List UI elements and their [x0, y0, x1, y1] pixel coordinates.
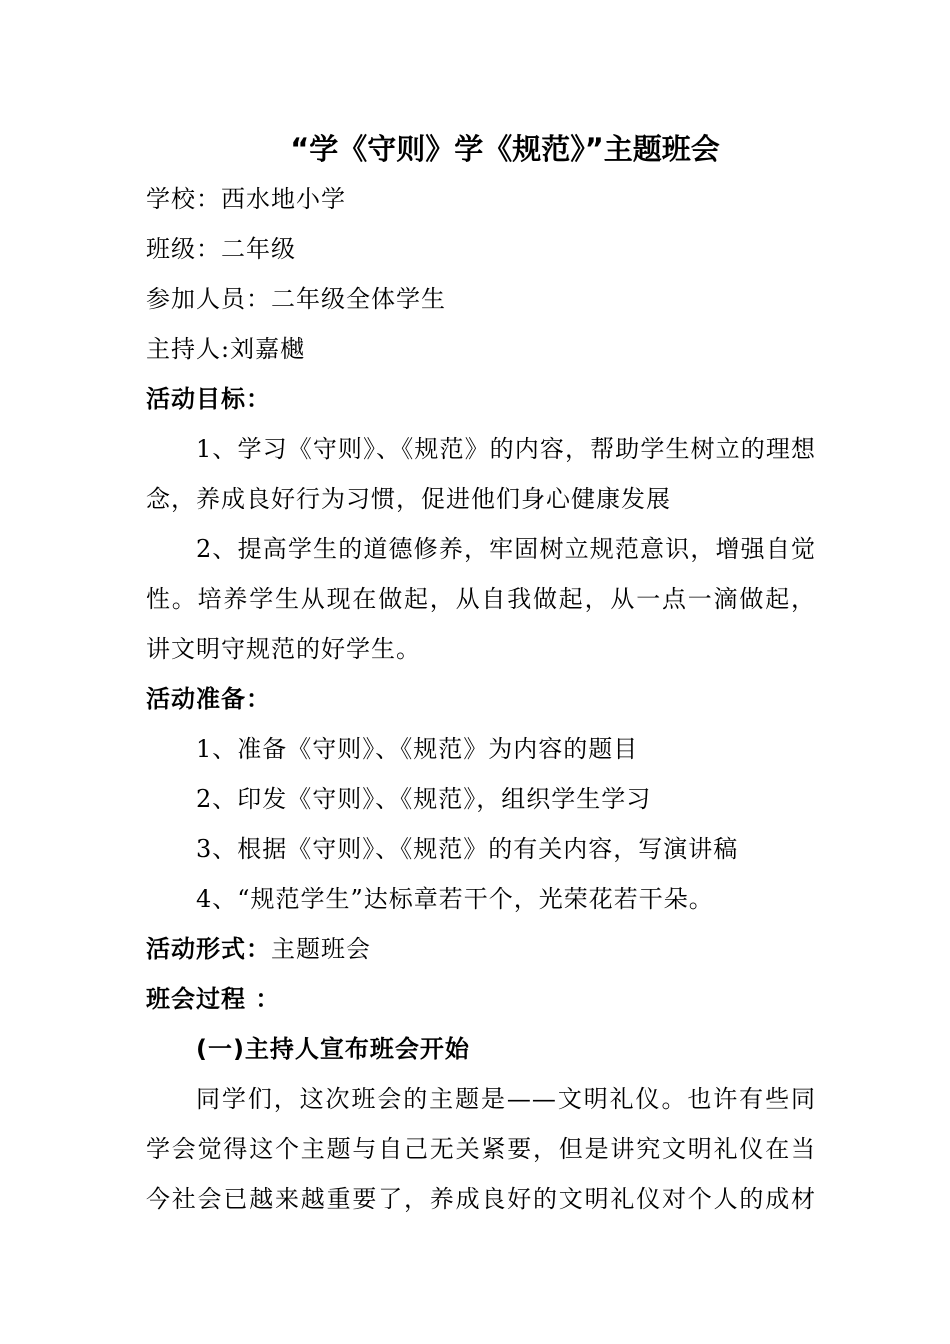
- preparation-heading: 活动准备：: [146, 685, 271, 713]
- goal-2-line-1: 2、提高学生的道德修养，牢固树立规范意识，增强自觉: [196, 535, 816, 563]
- process-paragraph-line-3: 今社会已越来越重要了，养成良好的文明礼仪对个人的成材: [146, 1185, 816, 1213]
- preparation-item-4: 4、“规范学生”达标章若干个，光荣花若干朵。: [196, 885, 714, 913]
- form-value: 主题班会: [271, 935, 371, 963]
- document-title: “学《守则》学《规范》”主题班会: [290, 132, 720, 166]
- process-paragraph-line-1: 同学们，这次班会的主题是——文明礼仪。也许有些同: [196, 1085, 816, 1113]
- process-section-1: (一)主持人宣布班会开始: [196, 1035, 470, 1063]
- host-line: 主持人:刘嘉樾: [146, 335, 306, 363]
- form-line: [146, 924, 816, 974]
- process-heading: 班会过程 ：: [146, 985, 281, 1013]
- goal-1-line-2: 念，养成良好行为习惯，促进他们身心健康发展: [146, 485, 671, 513]
- goal-2-line-3: 讲文明守规范的好学生。: [146, 635, 421, 663]
- class-line: 班级：二年级: [146, 235, 296, 263]
- participants-line: 参加人员：二年级全体学生: [146, 285, 446, 313]
- preparation-item-2: 2、印发《守则》、《规范》，组织学生学习: [196, 785, 652, 813]
- goal-1-line-1: 1、学习《守则》、《规范》的内容，帮助学生树立的理想: [196, 435, 816, 463]
- preparation-item-1: 1、准备《守则》、《规范》为内容的题目: [196, 735, 639, 763]
- goals-heading: 活动目标：: [146, 385, 271, 413]
- school-line: 学校：西水地小学: [146, 185, 346, 213]
- form-label: 活动形式：: [146, 935, 271, 963]
- goal-2-line-2: 性。培养学生从现在做起，从自我做起，从一点一滴做起，: [146, 585, 816, 613]
- process-paragraph-line-2: 学会觉得这个主题与自己无关紧要，但是讲究文明礼仪在当: [146, 1135, 816, 1163]
- preparation-item-3: 3、根据《守则》、《规范》的有关内容，写演讲稿: [196, 835, 739, 863]
